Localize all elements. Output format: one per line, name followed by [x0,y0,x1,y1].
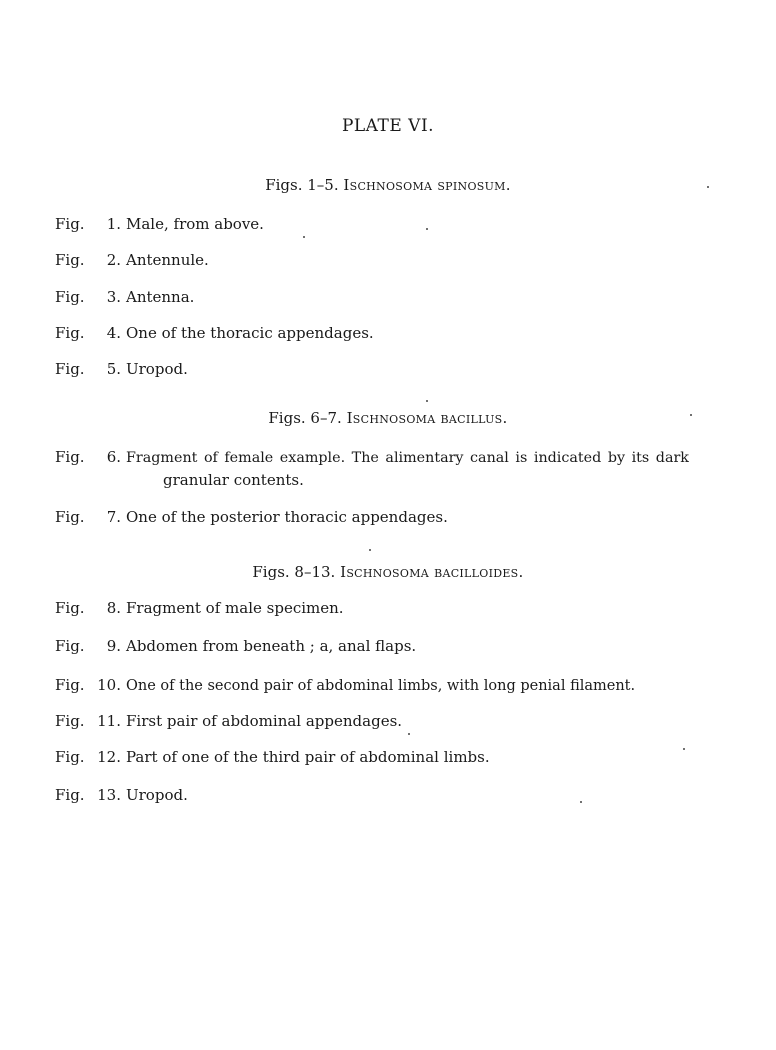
section-prefix: Figs. 1–5. [265,176,339,194]
scan-speck [426,400,428,402]
fig-label: Fig. [55,637,85,655]
fig-number: 1. [106,215,121,233]
fig-caption-continued: granular contents. [163,471,304,489]
plate-title: PLATE VI. [341,116,435,136]
fig-caption: Male, from above. [126,215,264,233]
fig-label: Fig. [55,712,85,730]
scan-speck [426,228,428,230]
species-name: Ischnosoma spinosum. [343,176,511,194]
fig-label: Fig. [55,508,85,526]
fig-caption: Uropod. [126,360,188,378]
fig-number: 8. [106,599,121,617]
figure-entry [55,784,745,806]
scan-speck [707,186,709,188]
species-name: Ischnosoma bacillus. [346,409,508,427]
fig-caption: Abdomen from beneath ; a, anal flaps. [126,637,417,655]
fig-label: Fig. [55,251,85,269]
figure-entry [55,674,745,697]
section-heading [0,563,776,581]
fig-label: Fig. [55,676,85,694]
scan-speck [369,549,371,551]
fig-caption: Part of one of the third pair of abdominal limbs. [126,748,490,766]
fig-label: Fig. [55,448,85,466]
figure-entry [55,322,745,344]
fig-caption: Uropod. [126,786,188,804]
fig-number: 3. [106,288,121,306]
fig-number: 13. [97,786,121,804]
fig-number: 2. [106,251,121,269]
fig-caption: Fragment of female example. The alimentary canal is indicated by its dark [126,450,689,466]
section-prefix: Figs. 8–13. [252,563,336,581]
scan-speck [303,236,305,238]
figure-entry [55,213,745,235]
fig-caption: First pair of abdominal appendages. [126,712,403,730]
scan-speck [690,414,692,416]
section-heading [0,409,776,427]
fig-label: Fig. [55,215,85,233]
fig-caption: One of the thoracic appendages. [126,324,374,342]
fig-caption: Antenna. [126,288,195,306]
fig-label: Fig. [55,324,85,342]
fig-caption: Fragment of male specimen. [126,599,344,617]
fig-label: Fig. [55,288,85,306]
figure-entry [55,746,745,768]
scan-speck [683,748,685,750]
figure-entry [55,358,745,380]
figure-entry [55,446,745,491]
fig-number: 5. [106,360,121,378]
fig-number: 4. [106,324,121,342]
fig-label: Fig. [55,599,85,617]
fig-caption: One of the second pair of abdominal limbs, with long penial filament. [126,678,636,694]
fig-number: 9. [106,637,121,655]
fig-number: 6. [106,448,121,466]
fig-label: Fig. [55,360,85,378]
fig-number: 7. [106,508,121,526]
figure-entry [55,506,745,528]
fig-label: Fig. [55,748,85,766]
scan-speck [408,733,410,735]
fig-number: 10. [97,676,121,694]
figure-entry [55,597,745,619]
fig-caption: Antennule. [126,251,209,269]
figure-entry [55,249,745,271]
figure-entry [55,635,745,657]
scan-speck [580,801,582,803]
fig-caption: One of the posterior thoracic appendages. [126,508,448,526]
species-name: Ischnosoma bacilloides. [340,563,524,581]
fig-label: Fig. [55,786,85,804]
figure-entry [55,710,745,732]
section-heading [0,176,776,194]
fig-number: 11. [97,712,121,730]
figure-entry [55,286,745,308]
fig-number: 12. [97,748,121,766]
section-prefix: Figs. 6–7. [268,409,342,427]
